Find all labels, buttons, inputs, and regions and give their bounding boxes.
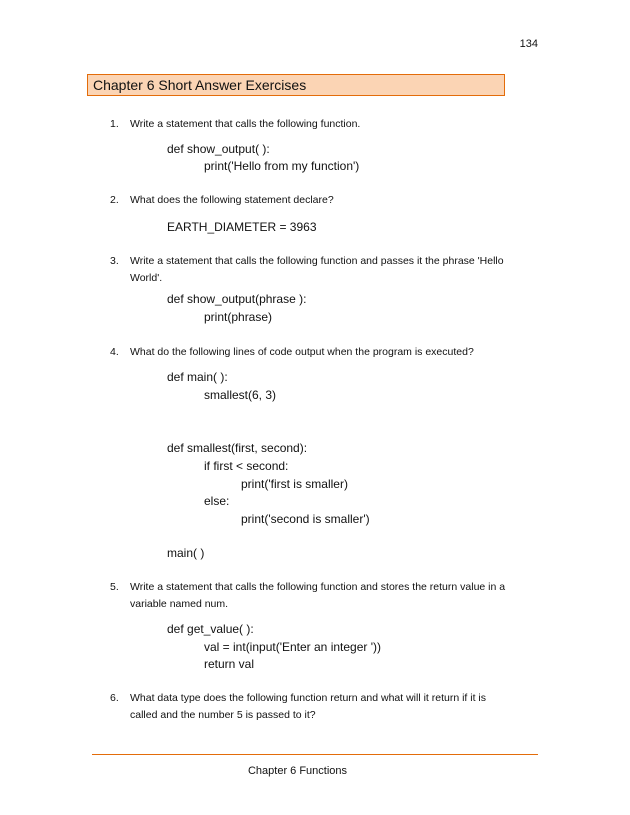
question-3 [110,253,510,287]
footer-chapter-label: Chapter 6 Functions [247,765,348,777]
question-text: What data type does the following function return and what will it return if it is called and the number 5 is passed to it? [130,692,487,721]
question-6 [110,690,510,724]
question-text: Write a statement that calls the following function. [130,118,361,130]
question-text: What do the following lines of code output when the program is executed? [130,346,474,358]
question-number: 4. [110,346,119,358]
code-line: print(phrase) [204,310,273,324]
code-line: main( ) [167,546,205,560]
code-line: def get_value( ): [167,622,254,636]
code-line: def show_output( ): [167,142,270,156]
code-line: return val [204,657,255,671]
question-4 [110,344,510,361]
question-5 [110,579,510,613]
question-number: 3. [110,255,119,267]
question-text: Write a statement that calls the following function and stores the return value in a variable named num. [130,581,506,610]
code-line: print('first is smaller) [241,477,348,491]
code-line: def smallest(first, second): [167,441,308,455]
question-text: What does the following statement declare? [130,194,334,206]
code-line: print('second is smaller') [241,512,370,526]
question-text: Write a statement that calls the following function and passes it the phrase 'Hello World'. [130,255,504,284]
footer-divider [92,754,538,755]
code-line: else: [204,494,230,508]
question-number: 1. [110,118,119,130]
question-number: 6. [110,692,119,704]
code-line: val = int(input('Enter an integer ')) [204,640,381,654]
question-1 [110,116,510,133]
question-number: 2. [110,194,119,206]
page-number: 134 [519,38,538,50]
code-line: EARTH_DIAMETER = 3963 [167,220,317,234]
chapter-title: Chapter 6 Short Answer Exercises [87,74,505,96]
question-2 [110,192,510,209]
code-line: smallest(6, 3) [204,388,277,402]
code-line: if first < second: [204,459,289,473]
code-line: print('Hello from my function') [204,159,360,173]
code-line: def show_output(phrase ): [167,292,307,306]
code-line: def main( ): [167,370,228,384]
question-number: 5. [110,581,119,593]
